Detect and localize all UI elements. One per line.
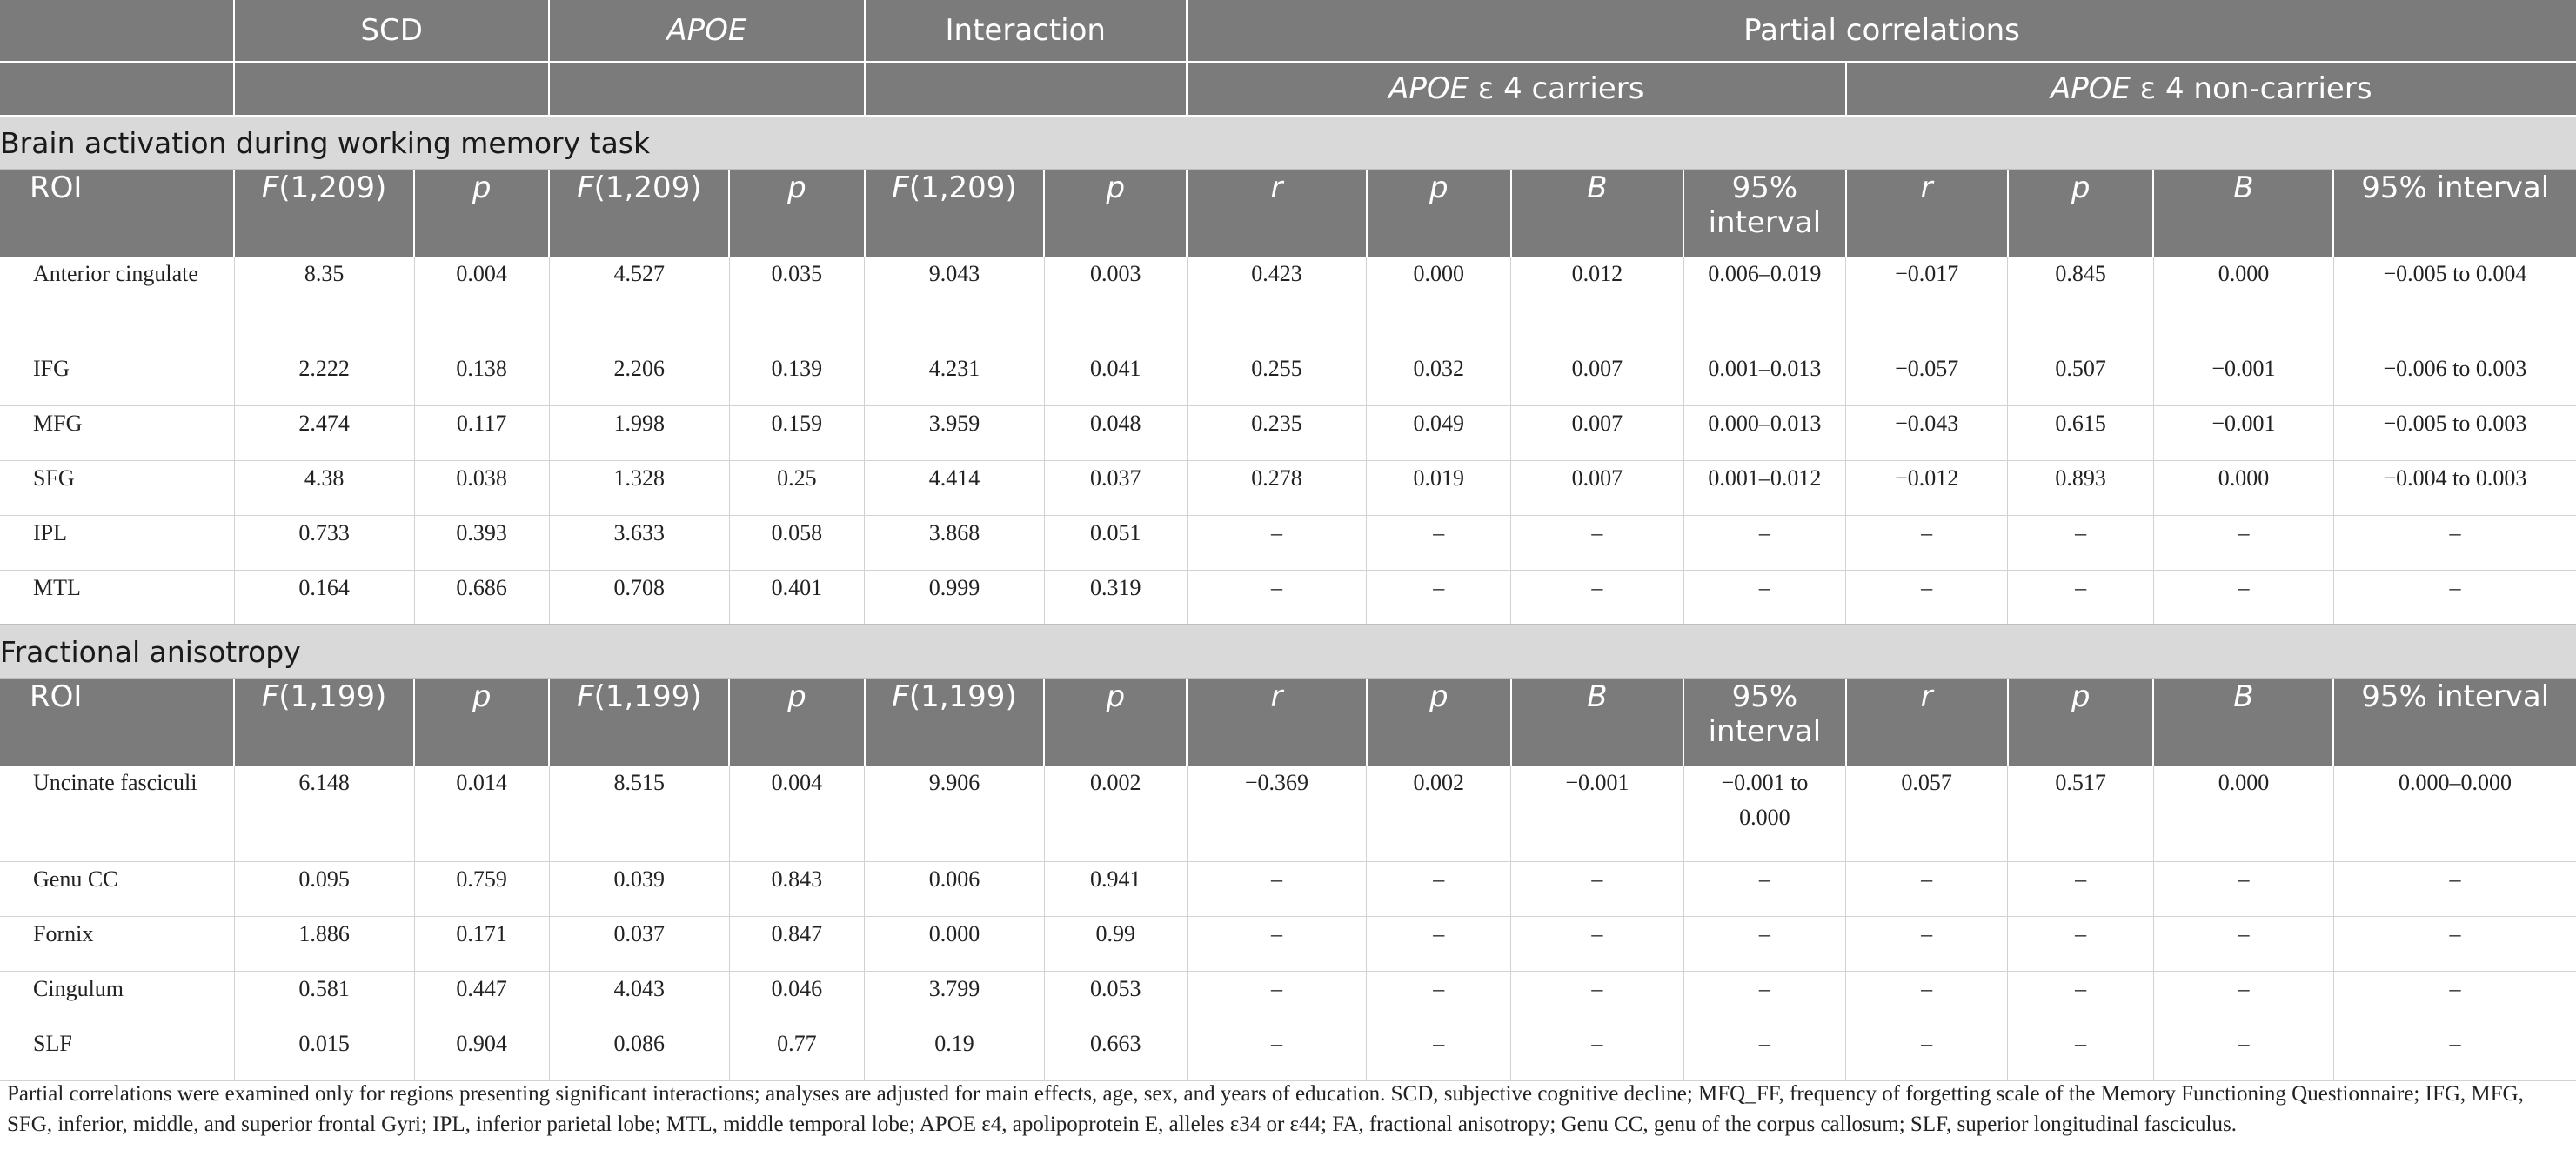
cell-n-b: 0.000 bbox=[2153, 460, 2333, 515]
cell-int-f: 0.000 bbox=[865, 916, 1045, 971]
f-df: (1,209) bbox=[908, 170, 1017, 205]
cell-int-p: 0.319 bbox=[1044, 570, 1187, 625]
cell-scd-f: 1.886 bbox=[234, 916, 414, 971]
col-f bbox=[549, 170, 729, 257]
cell-scd-p: 0.117 bbox=[414, 405, 549, 460]
cell-apoe-p: 0.035 bbox=[729, 257, 864, 351]
cell-n-r: – bbox=[1846, 1026, 2008, 1080]
header-row-1 bbox=[0, 0, 2576, 62]
cell-n-b: −0.001 bbox=[2153, 351, 2333, 405]
table-row bbox=[0, 257, 2576, 351]
cell-scd-p: 0.004 bbox=[414, 257, 549, 351]
cell-c-b: – bbox=[1511, 916, 1684, 971]
cell-c-b: −0.001 bbox=[1511, 766, 1684, 861]
table-row bbox=[0, 916, 2576, 971]
cell-n-r: – bbox=[1846, 570, 2008, 625]
cell-int-f: 3.868 bbox=[865, 515, 1045, 570]
cell-n-p: 0.507 bbox=[2008, 351, 2154, 405]
cell-apoe-p: 0.401 bbox=[729, 570, 864, 625]
cell-c-r: – bbox=[1187, 570, 1367, 625]
cell-apoe-f: 4.527 bbox=[549, 257, 729, 351]
f-df: (1,209) bbox=[278, 170, 387, 205]
cell-c-r: 0.423 bbox=[1187, 257, 1367, 351]
table-row bbox=[0, 515, 2576, 570]
carriers-italic: APOE bbox=[1388, 71, 1469, 106]
cell-n-r: – bbox=[1846, 916, 2008, 971]
cell-c-r: 0.278 bbox=[1187, 460, 1367, 515]
cell-c-ci: – bbox=[1683, 1026, 1845, 1080]
cell-apoe-p: 0.25 bbox=[729, 460, 864, 515]
cell-n-p: 0.845 bbox=[2008, 257, 2154, 351]
cell-scd-f: 0.015 bbox=[234, 1026, 414, 1080]
cell-scd-p: 0.904 bbox=[414, 1026, 549, 1080]
header-blank bbox=[865, 62, 1187, 116]
col-r: r bbox=[1846, 170, 2008, 257]
col-ci: 95% interval bbox=[2333, 679, 2576, 766]
cell-int-f: 0.006 bbox=[865, 861, 1045, 916]
col-f bbox=[234, 170, 414, 257]
cell-scd-f: 2.222 bbox=[234, 351, 414, 405]
carriers-rest: ε 4 carriers bbox=[1469, 71, 1644, 106]
section-header bbox=[0, 625, 2576, 679]
cell-c-ci: – bbox=[1683, 916, 1845, 971]
cell-int-p: 0.003 bbox=[1044, 257, 1187, 351]
cell-c-p: 0.019 bbox=[1367, 460, 1511, 515]
f-letter: F bbox=[577, 170, 594, 205]
cell-n-p: 0.615 bbox=[2008, 405, 2154, 460]
col-ci: 95% interval bbox=[2333, 170, 2576, 257]
cell-int-p: 0.002 bbox=[1044, 766, 1187, 861]
cell-c-r: 0.255 bbox=[1187, 351, 1367, 405]
cell-n-r: – bbox=[1846, 861, 2008, 916]
cell-int-p: 0.037 bbox=[1044, 460, 1187, 515]
cell-n-b: – bbox=[2153, 1026, 2333, 1080]
cell-n-b: – bbox=[2153, 515, 2333, 570]
cell-int-f: 9.906 bbox=[865, 766, 1045, 861]
cell-n-p: – bbox=[2008, 1026, 2154, 1080]
cell-n-ci: −0.005 to 0.004 bbox=[2333, 257, 2576, 351]
table-row bbox=[0, 766, 2576, 861]
cell-roi: IFG bbox=[0, 351, 234, 405]
cell-scd-f: 0.095 bbox=[234, 861, 414, 916]
column-header-row bbox=[0, 170, 2576, 257]
cell-scd-p: 0.759 bbox=[414, 861, 549, 916]
col-p: p bbox=[1044, 679, 1187, 766]
header-interaction: Interaction bbox=[865, 0, 1187, 62]
cell-int-f: 3.959 bbox=[865, 405, 1045, 460]
cell-n-ci: – bbox=[2333, 971, 2576, 1026]
f-df: (1,199) bbox=[908, 679, 1017, 714]
f-df: (1,199) bbox=[278, 679, 387, 714]
col-f bbox=[865, 170, 1045, 257]
cell-c-b: 0.007 bbox=[1511, 460, 1684, 515]
col-f bbox=[865, 679, 1045, 766]
cell-int-p: 0.663 bbox=[1044, 1026, 1187, 1080]
cell-n-b: – bbox=[2153, 570, 2333, 625]
cell-c-ci: 0.006–0.019 bbox=[1683, 257, 1845, 351]
cell-n-p: – bbox=[2008, 570, 2154, 625]
f-df: (1,199) bbox=[593, 679, 702, 714]
cell-scd-f: 0.733 bbox=[234, 515, 414, 570]
cell-n-p: – bbox=[2008, 861, 2154, 916]
cell-c-p: – bbox=[1367, 971, 1511, 1026]
cell-int-f: 4.231 bbox=[865, 351, 1045, 405]
table-row bbox=[0, 1026, 2576, 1080]
cell-roi: Fornix bbox=[0, 916, 234, 971]
col-r: r bbox=[1187, 679, 1367, 766]
cell-c-b: 0.007 bbox=[1511, 405, 1684, 460]
cell-scd-p: 0.171 bbox=[414, 916, 549, 971]
cell-int-p: 0.99 bbox=[1044, 916, 1187, 971]
cell-c-ci: 0.001–0.013 bbox=[1683, 351, 1845, 405]
cell-n-ci: – bbox=[2333, 861, 2576, 916]
cell-c-p: – bbox=[1367, 570, 1511, 625]
section-title: Fractional anisotropy bbox=[0, 625, 2576, 679]
table-footnote: Partial correlations were examined only for regions presenting significant interactions; analyses are adjusted for main effects, age, sex, and years of education. SCD, subjective cognitive decline; MFQ_FF, frequency of forgetting scale of the Memory Functioning Questionnaire; IFG, MFG, SFG, inferior, middle, and superior frontal Gyri; IPL, inferior parietal lobe; MTL, middle temporal lobe; APOE ε4, apolipoprotein E, alleles ε34 or ε44; FA, fractional anisotropy; Genu CC, genu of the corpus callosum; SLF, superior longitudinal fasciculus. bbox=[7, 1082, 2524, 1136]
col-b: B bbox=[2153, 170, 2333, 257]
table-row bbox=[0, 351, 2576, 405]
cell-int-f: 0.19 bbox=[865, 1026, 1045, 1080]
cell-n-ci: −0.006 to 0.003 bbox=[2333, 351, 2576, 405]
cell-c-b: 0.012 bbox=[1511, 257, 1684, 351]
cell-c-ci: – bbox=[1683, 570, 1845, 625]
cell-n-r: −0.012 bbox=[1846, 460, 2008, 515]
cell-scd-f: 2.474 bbox=[234, 405, 414, 460]
cell-n-ci: −0.005 to 0.003 bbox=[2333, 405, 2576, 460]
noncarriers-italic: APOE bbox=[2050, 71, 2131, 106]
col-ci: 95% interval bbox=[1683, 170, 1845, 257]
cell-roi: Cingulum bbox=[0, 971, 234, 1026]
table-body bbox=[0, 116, 2576, 1080]
cell-int-f: 3.799 bbox=[865, 971, 1045, 1026]
cell-c-ci: – bbox=[1683, 515, 1845, 570]
cell-scd-p: 0.686 bbox=[414, 570, 549, 625]
cell-apoe-f: 0.708 bbox=[549, 570, 729, 625]
cell-n-b: 0.000 bbox=[2153, 257, 2333, 351]
cell-n-b: – bbox=[2153, 861, 2333, 916]
f-letter: F bbox=[892, 170, 909, 205]
cell-n-r: −0.017 bbox=[1846, 257, 2008, 351]
col-b: B bbox=[1511, 679, 1684, 766]
cell-apoe-f: 0.039 bbox=[549, 861, 729, 916]
cell-c-p: 0.000 bbox=[1367, 257, 1511, 351]
cell-roi: Anterior cingulate bbox=[0, 257, 234, 351]
cell-apoe-f: 1.998 bbox=[549, 405, 729, 460]
col-p: p bbox=[414, 679, 549, 766]
cell-n-ci: −0.004 to 0.003 bbox=[2333, 460, 2576, 515]
cell-n-b: – bbox=[2153, 916, 2333, 971]
cell-n-p: 0.893 bbox=[2008, 460, 2154, 515]
cell-apoe-f: 4.043 bbox=[549, 971, 729, 1026]
header-blank bbox=[549, 62, 864, 116]
cell-c-p: 0.049 bbox=[1367, 405, 1511, 460]
cell-n-ci: – bbox=[2333, 515, 2576, 570]
cell-c-p: 0.002 bbox=[1367, 766, 1511, 861]
cell-scd-f: 0.164 bbox=[234, 570, 414, 625]
cell-roi: MFG bbox=[0, 405, 234, 460]
col-p: p bbox=[729, 679, 864, 766]
cell-c-p: – bbox=[1367, 1026, 1511, 1080]
cell-n-r: −0.043 bbox=[1846, 405, 2008, 460]
col-b: B bbox=[1511, 170, 1684, 257]
cell-n-r: 0.057 bbox=[1846, 766, 2008, 861]
col-f bbox=[234, 679, 414, 766]
cell-c-r: – bbox=[1187, 515, 1367, 570]
section-header bbox=[0, 116, 2576, 170]
cell-apoe-p: 0.843 bbox=[729, 861, 864, 916]
table-row bbox=[0, 971, 2576, 1026]
cell-c-r: – bbox=[1187, 916, 1367, 971]
col-roi: ROI bbox=[0, 170, 234, 257]
cell-c-ci: −0.001 to 0.000 bbox=[1683, 766, 1845, 861]
header-blank bbox=[0, 62, 234, 116]
cell-apoe-p: 0.046 bbox=[729, 971, 864, 1026]
col-p: p bbox=[1367, 170, 1511, 257]
col-r: r bbox=[1187, 170, 1367, 257]
cell-int-p: 0.041 bbox=[1044, 351, 1187, 405]
cell-c-ci: – bbox=[1683, 861, 1845, 916]
col-p: p bbox=[1367, 679, 1511, 766]
cell-c-b: – bbox=[1511, 515, 1684, 570]
cell-n-p: – bbox=[2008, 971, 2154, 1026]
cell-roi: IPL bbox=[0, 515, 234, 570]
cell-n-p: – bbox=[2008, 515, 2154, 570]
header-apoe: APOE bbox=[549, 0, 864, 62]
cell-apoe-f: 3.633 bbox=[549, 515, 729, 570]
cell-scd-p: 0.447 bbox=[414, 971, 549, 1026]
cell-int-f: 4.414 bbox=[865, 460, 1045, 515]
cell-roi: SFG bbox=[0, 460, 234, 515]
cell-apoe-p: 0.058 bbox=[729, 515, 864, 570]
cell-c-ci: – bbox=[1683, 971, 1845, 1026]
cell-int-p: 0.941 bbox=[1044, 861, 1187, 916]
cell-scd-f: 8.35 bbox=[234, 257, 414, 351]
cell-scd-p: 0.014 bbox=[414, 766, 549, 861]
header-blank bbox=[234, 62, 549, 116]
cell-roi: MTL bbox=[0, 570, 234, 625]
cell-n-b: – bbox=[2153, 971, 2333, 1026]
cell-apoe-f: 1.328 bbox=[549, 460, 729, 515]
cell-n-b: −0.001 bbox=[2153, 405, 2333, 460]
header-blank bbox=[0, 0, 234, 62]
cell-c-ci: 0.001–0.012 bbox=[1683, 460, 1845, 515]
cell-n-p: 0.517 bbox=[2008, 766, 2154, 861]
table-row bbox=[0, 460, 2576, 515]
f-letter: F bbox=[261, 170, 279, 205]
cell-n-ci: 0.000–0.000 bbox=[2333, 766, 2576, 861]
cell-c-ci: 0.000–0.013 bbox=[1683, 405, 1845, 460]
cell-c-r: – bbox=[1187, 861, 1367, 916]
cell-scd-f: 0.581 bbox=[234, 971, 414, 1026]
f-letter: F bbox=[892, 679, 909, 714]
cell-c-p: 0.032 bbox=[1367, 351, 1511, 405]
header-partial-correlations: Partial correlations bbox=[1187, 0, 2576, 62]
cell-c-b: 0.007 bbox=[1511, 351, 1684, 405]
cell-c-r: – bbox=[1187, 1026, 1367, 1080]
f-df: (1,209) bbox=[593, 170, 702, 205]
cell-c-b: – bbox=[1511, 570, 1684, 625]
cell-c-r: 0.235 bbox=[1187, 405, 1367, 460]
cell-n-r: – bbox=[1846, 971, 2008, 1026]
f-letter: F bbox=[577, 679, 594, 714]
cell-c-p: – bbox=[1367, 916, 1511, 971]
cell-scd-p: 0.138 bbox=[414, 351, 549, 405]
cell-c-r: −0.369 bbox=[1187, 766, 1367, 861]
header-noncarriers bbox=[1846, 62, 2576, 116]
cell-int-f: 9.043 bbox=[865, 257, 1045, 351]
cell-roi: Uncinate fasciculi bbox=[0, 766, 234, 861]
cell-apoe-p: 0.847 bbox=[729, 916, 864, 971]
header-scd: SCD bbox=[234, 0, 549, 62]
col-p: p bbox=[729, 170, 864, 257]
col-p: p bbox=[414, 170, 549, 257]
cell-c-r: – bbox=[1187, 971, 1367, 1026]
cell-apoe-f: 0.037 bbox=[549, 916, 729, 971]
cell-scd-f: 6.148 bbox=[234, 766, 414, 861]
cell-int-p: 0.053 bbox=[1044, 971, 1187, 1026]
cell-apoe-f: 0.086 bbox=[549, 1026, 729, 1080]
column-header-row bbox=[0, 679, 2576, 766]
cell-n-p: – bbox=[2008, 916, 2154, 971]
cell-apoe-p: 0.004 bbox=[729, 766, 864, 861]
col-b: B bbox=[2153, 679, 2333, 766]
cell-int-p: 0.051 bbox=[1044, 515, 1187, 570]
cell-n-r: −0.057 bbox=[1846, 351, 2008, 405]
cell-c-p: – bbox=[1367, 515, 1511, 570]
table-row bbox=[0, 405, 2576, 460]
cell-n-b: 0.000 bbox=[2153, 766, 2333, 861]
table-row bbox=[0, 570, 2576, 625]
col-p: p bbox=[2008, 170, 2154, 257]
cell-scd-f: 4.38 bbox=[234, 460, 414, 515]
cell-n-r: – bbox=[1846, 515, 2008, 570]
cell-scd-p: 0.393 bbox=[414, 515, 549, 570]
table-row bbox=[0, 861, 2576, 916]
header-row-2 bbox=[0, 62, 2576, 116]
cell-n-ci: – bbox=[2333, 570, 2576, 625]
cell-int-p: 0.048 bbox=[1044, 405, 1187, 460]
cell-int-f: 0.999 bbox=[865, 570, 1045, 625]
col-r: r bbox=[1846, 679, 2008, 766]
cell-c-p: – bbox=[1367, 861, 1511, 916]
col-p: p bbox=[1044, 170, 1187, 257]
cell-apoe-p: 0.159 bbox=[729, 405, 864, 460]
noncarriers-rest: ε 4 non-carriers bbox=[2131, 71, 2372, 106]
cell-roi: SLF bbox=[0, 1026, 234, 1080]
section-title: Brain activation during working memory task bbox=[0, 116, 2576, 170]
f-letter: F bbox=[261, 679, 279, 714]
cell-c-b: – bbox=[1511, 971, 1684, 1026]
cell-apoe-p: 0.139 bbox=[729, 351, 864, 405]
cell-apoe-f: 2.206 bbox=[549, 351, 729, 405]
cell-roi: Genu CC bbox=[0, 861, 234, 916]
cell-scd-p: 0.038 bbox=[414, 460, 549, 515]
col-ci: 95% interval bbox=[1683, 679, 1845, 766]
col-roi: ROI bbox=[0, 679, 234, 766]
cell-apoe-p: 0.77 bbox=[729, 1026, 864, 1080]
cell-apoe-f: 8.515 bbox=[549, 766, 729, 861]
cell-c-b: – bbox=[1511, 1026, 1684, 1080]
header-carriers bbox=[1187, 62, 1846, 116]
col-f bbox=[549, 679, 729, 766]
cell-c-b: – bbox=[1511, 861, 1684, 916]
cell-n-ci: – bbox=[2333, 1026, 2576, 1080]
cell-n-ci: – bbox=[2333, 916, 2576, 971]
col-p: p bbox=[2008, 679, 2154, 766]
